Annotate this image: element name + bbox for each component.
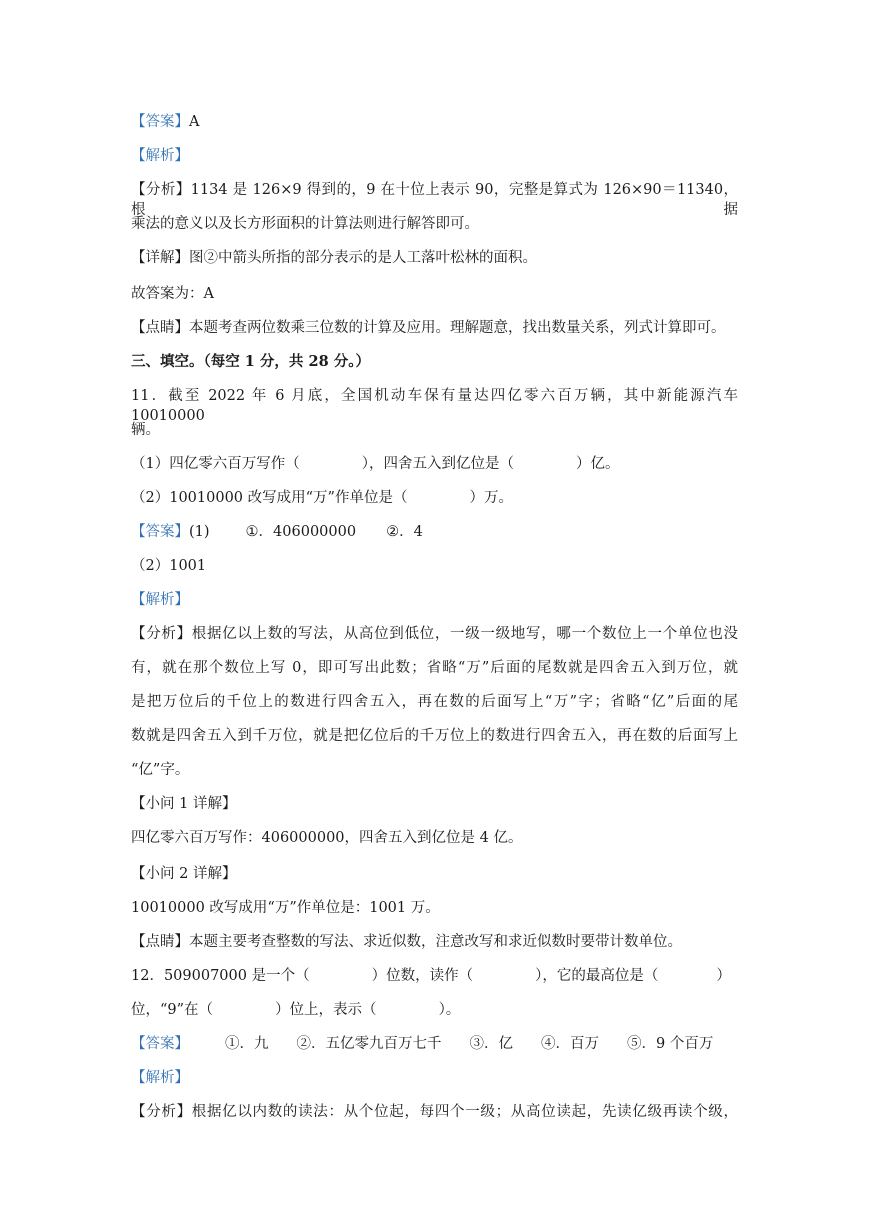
q10-answer-line [131, 112, 199, 132]
text-segment: ）亿。 [575, 456, 620, 472]
text-segment: ）位数，读作（ [371, 968, 474, 984]
text-segment: ） [716, 968, 731, 984]
q11-stem-line-2: 辆。 [131, 422, 160, 438]
q11-fenxi-line-4: 数就是四舍五入到千万位，就是把亿位后的千万位上的数进行四舍五入，再在数的后面写上 [131, 728, 738, 744]
answer-tag: 【答案】 [131, 1036, 189, 1052]
q11-subquestion-2-detail-heading: 【小问 2 详解】 [131, 866, 237, 882]
q10-fenxi-line-2: 乘法的意义以及长方形面积的计算法则进行解答即可。 [131, 216, 479, 232]
q11-analysis-tag: 【解析】 [131, 592, 189, 608]
q11-fenxi-line-2: 有，就在那个数位上写 0，即可写出此数；省略“万”后面的尾数就是四舍五入到万位，就 [131, 660, 738, 676]
section-heading: 三、填空。（每空 1 分，共 28 分。） [131, 353, 370, 370]
text-segment: 位，“9”在（ [131, 1002, 214, 1018]
answer-blank-2: ②．4 [386, 524, 423, 540]
answer-blank-1: ①．406000000 [245, 524, 357, 540]
text-segment: （1）四亿零六百万写作（ [131, 456, 300, 472]
text-segment: （2）10010000 改写成用“万”作单位是（ [131, 490, 408, 506]
q11-fenxi-line-5: “亿”字。 [131, 762, 190, 778]
q11-answer-sub2: （2）1001 [131, 558, 207, 574]
q12-stem-line-1 [131, 966, 731, 986]
answer-tag: 【答案】 [131, 524, 189, 540]
q10-fenxi-line-1: 【分析】1134 是 126×9 得到的，9 在十位上表示 90，完整是算式为 126×90＝11340，根据 [131, 182, 738, 218]
answer-part: (1) [189, 524, 210, 540]
answer-value: A [189, 114, 200, 130]
answer-blank-4: ④．百万 [541, 1036, 599, 1052]
text-segment: ），它的最高位是（ [535, 968, 659, 984]
q12-stem-line-2 [131, 1000, 460, 1020]
text-segment: ）位上，表示（ [275, 1002, 377, 1018]
answer-blank-1: ①．九 [225, 1036, 269, 1052]
answer-blank-2: ②．五亿零九百万七千 [296, 1036, 442, 1052]
q12-answer-line [131, 1034, 713, 1054]
answer-tag: 【答案】 [131, 114, 189, 130]
q12-fenxi-line-1: 【分析】根据亿以内数的读法：从个位起，每四个一级；从高位读起，先读亿级再读个级， [131, 1104, 738, 1120]
answer-blank-3: ③．亿 [469, 1036, 513, 1052]
q11-answer-line [131, 522, 423, 542]
q12-analysis-tag: 【解析】 [131, 1070, 189, 1086]
q10-analysis-tag: 【解析】 [131, 148, 189, 164]
text-segment: 12．509007000 是一个（ [131, 968, 310, 984]
q10-conclusion: 故答案为：A [131, 286, 214, 302]
q11-subquestion-2-detail: 10010000 改写成用“万”作单位是：1001 万。 [131, 900, 440, 916]
q11-subquestion-2 [131, 488, 513, 508]
q10-detail: 【详解】图②中箭头所指的部分表示的是人工落叶松林的面积。 [131, 250, 537, 266]
text-segment: ）万。 [469, 490, 513, 506]
q11-subquestion-1-detail-heading: 【小问 1 详解】 [131, 796, 237, 812]
q11-fenxi-line-3: 是把万位后的千位上的数进行四舍五入，再在数的后面写上“万”字；省略“亿”后面的尾 [131, 694, 738, 710]
q10-comment: 【点睛】本题考查两位数乘三位数的计算及应用。理解题意，找出数量关系，列式计算即可。 [131, 320, 726, 336]
q11-subquestion-1-detail: 四亿零六百万写作：406000000，四舍五入到亿位是 4 亿。 [131, 830, 523, 846]
q11-stem-line-1: 11．截至 2022 年 6 月底，全国机动车保有量达四亿零六百万辆，其中新能源汽车 10010000 [131, 388, 738, 424]
answer-blank-5: ⑤．9 个百万 [627, 1036, 714, 1052]
q11-comment: 【点睛】本题主要考查整数的写法、求近似数，注意改写和求近似数时要带计数单位。 [131, 934, 682, 950]
text-segment: ），四舍五入到亿位是（ [361, 456, 514, 472]
text-segment: ）。 [438, 1002, 461, 1018]
q11-subquestion-1 [131, 454, 619, 474]
q11-fenxi-line-1: 【分析】根据亿以上数的写法，从高位到低位，一级一级地写，哪一个数位上一个单位也没 [131, 626, 738, 642]
